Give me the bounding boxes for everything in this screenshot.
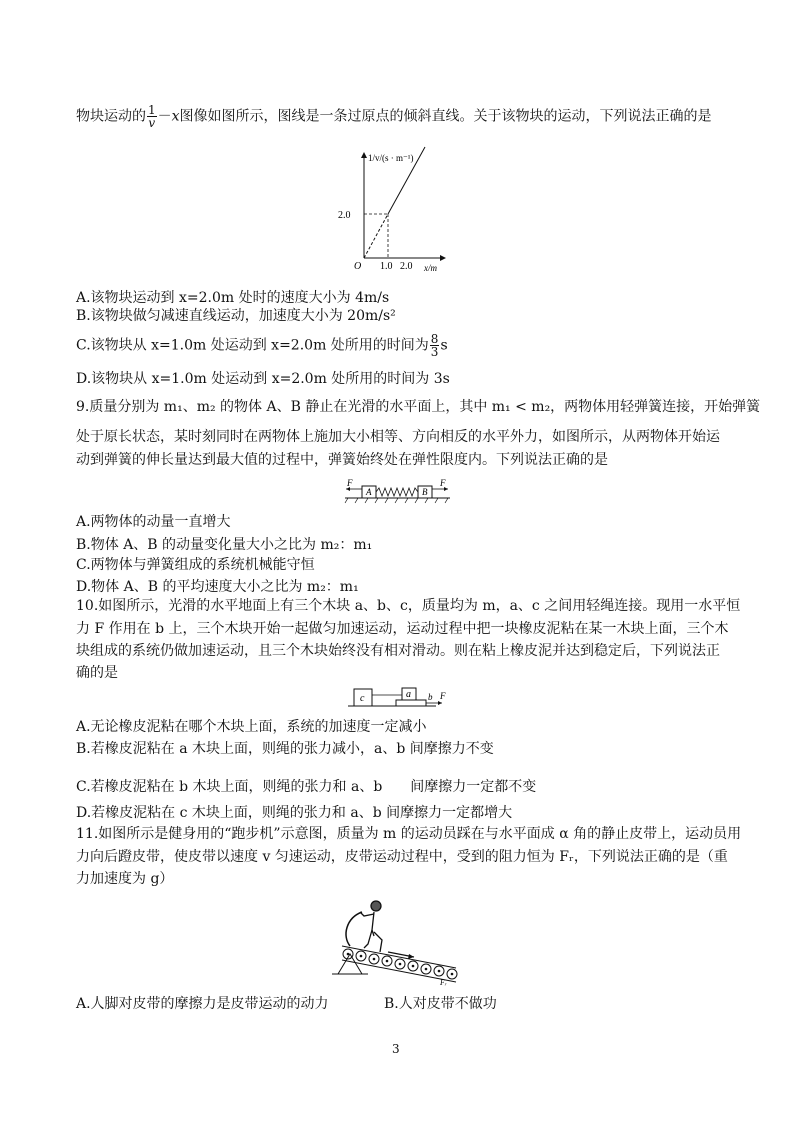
q8-stem: 物块运动的 $\frac{1}{v}$ －x图像如图所示，图线是一条过原点的倾斜直线。关于该物块的运动，下列说法正确的是 (76, 103, 712, 130)
q10-stem-line-1: 10.如图所示，光滑的水平地面上有三个木块 a、b、c，质量均为 m，a、c 之间用轻绳连接。现用一水平恒 (76, 598, 741, 614)
q8-option-d: D.该物块从 x=1.0m 处运动到 x=2.0m 处所用的时间为 3s (76, 371, 450, 387)
page-number: 3 (392, 1042, 400, 1056)
q11-stem-line-1: 11.如图所示是健身用的“跑步机”示意图，质量为 m 的运动员踩在与水平面成 α 角的静止皮带上，运动员用 (76, 826, 742, 842)
q11-option-b: B.人对皮带不做功 (384, 996, 497, 1012)
runner-figure (360, 901, 382, 952)
q8-option-b: B.该物块做匀减速直线运动，加速度大小为 20m/s² (76, 308, 396, 324)
q8-option-a: A.该物块运动到 x=2.0m 处时的速度大小为 4m/s (76, 290, 390, 306)
svg-text:F: F (440, 478, 446, 488)
eight-thirds-fraction: $\frac{8}{3}$ (430, 332, 439, 359)
q11-stem-line-2: 力向后蹬皮带，使皮带以速度 v 匀速运动，皮带运动过程中，受到的阻力恒为 Fᵣ，下列说法正确的是（重 (76, 849, 728, 865)
handle-bar (346, 912, 362, 946)
q10-option-a: A.无论橡皮泥粘在哪个木块上面，系统的加速度一定减小 (76, 719, 427, 735)
q11-option-a: A.人脚对皮带的摩擦力是皮带运动的动力 (76, 996, 329, 1012)
q9-option-d: D.物体 A、B 的平均速度大小之比为 m₂：m₁ (76, 579, 359, 595)
svg-text:A: A (366, 487, 372, 497)
q9-stem-line-2: 处于原长状态，某时刻同时在两物体上施加大小相等、方向相反的水平外力，如图所示，从两物体开始运 (76, 429, 720, 445)
q10-option-d: D.若橡皮泥粘在 c 木块上面，则绳的张力和 a、b 间摩擦力一定都增大 (76, 805, 513, 821)
spring-blocks-figure (340, 478, 455, 506)
svg-text:b: b (428, 692, 433, 702)
svg-text:F: F (347, 478, 353, 488)
treadmill-figure (328, 896, 466, 986)
q10-stem-line-3: 块组成的系统仍做加速运动，且三个木块始终没有相对滑动。则在粘上橡皮泥并达到稳定后，下列说法正 (76, 643, 720, 659)
one-over-v-fraction: $\frac{1}{v}$ (148, 103, 156, 130)
q10-stem-line-2: 力 F 作用在 b 上，三个木块开始一起做匀加速运动，运动过程中把一块橡皮泥粘在某一木块上面，三个木 (76, 621, 729, 637)
svg-text:c: c (360, 693, 365, 704)
support-stand (338, 954, 362, 974)
x-axis-label: x/m (424, 263, 437, 273)
svg-text:a: a (406, 689, 411, 700)
q9-stem-line-3: 动到弹簧的伸长量达到最大值的过程中，弹簧始终处在弹性限度内。下列说法正确的是 (76, 452, 608, 468)
y-axis-label: 1/v/(s · m⁻¹) (368, 153, 414, 163)
three-blocks-figure (346, 683, 451, 709)
spring (376, 488, 418, 496)
q11-stem-line-3: 力加速度为 g） (76, 871, 174, 887)
origin-label: O (354, 261, 362, 272)
q8-option-c: C.该物块从 x=1.0m 处运动到 x=2.0m 处所用的时间为 $\frac{8}{3}$ s (76, 332, 448, 359)
inverse-velocity-graph (330, 145, 460, 275)
q9-stem-line-1: 9.质量分别为 m₁、m₂ 的物体 A、B 静止在光滑的水平面上，其中 m₁ < m₂，两物体用轻弹簧连接，开始弹簧 (76, 399, 761, 415)
q9-option-c: C.两物体与弹簧组成的系统机械能守恒 (76, 557, 315, 573)
q9-option-b: B.物体 A、B 的动量变化量大小之比为 m₂：m₁ (76, 537, 373, 553)
x-tick-label-1: 1.0 (380, 261, 393, 272)
q10-option-b: B.若橡皮泥粘在 a 木块上面，则绳的张力减小，a、b 间摩擦力不变 (76, 741, 494, 757)
svg-text:F: F (440, 691, 446, 701)
q10-stem-line-4: 确的是 (76, 665, 118, 681)
q9-option-a: A.两物体的动量一直增大 (76, 514, 231, 530)
q10-option-c: C.若橡皮泥粘在 b 木块上面，则绳的张力和 a、b 间摩擦力一定都不变 (76, 779, 537, 795)
x-tick-label-2: 2.0 (400, 261, 413, 272)
y-tick-label: 2.0 (338, 210, 351, 221)
svg-text:Fᵣ: Fᵣ (440, 978, 447, 986)
svg-text:B: B (422, 487, 428, 497)
block-b (396, 700, 426, 706)
graph-line-dashed (364, 214, 388, 258)
